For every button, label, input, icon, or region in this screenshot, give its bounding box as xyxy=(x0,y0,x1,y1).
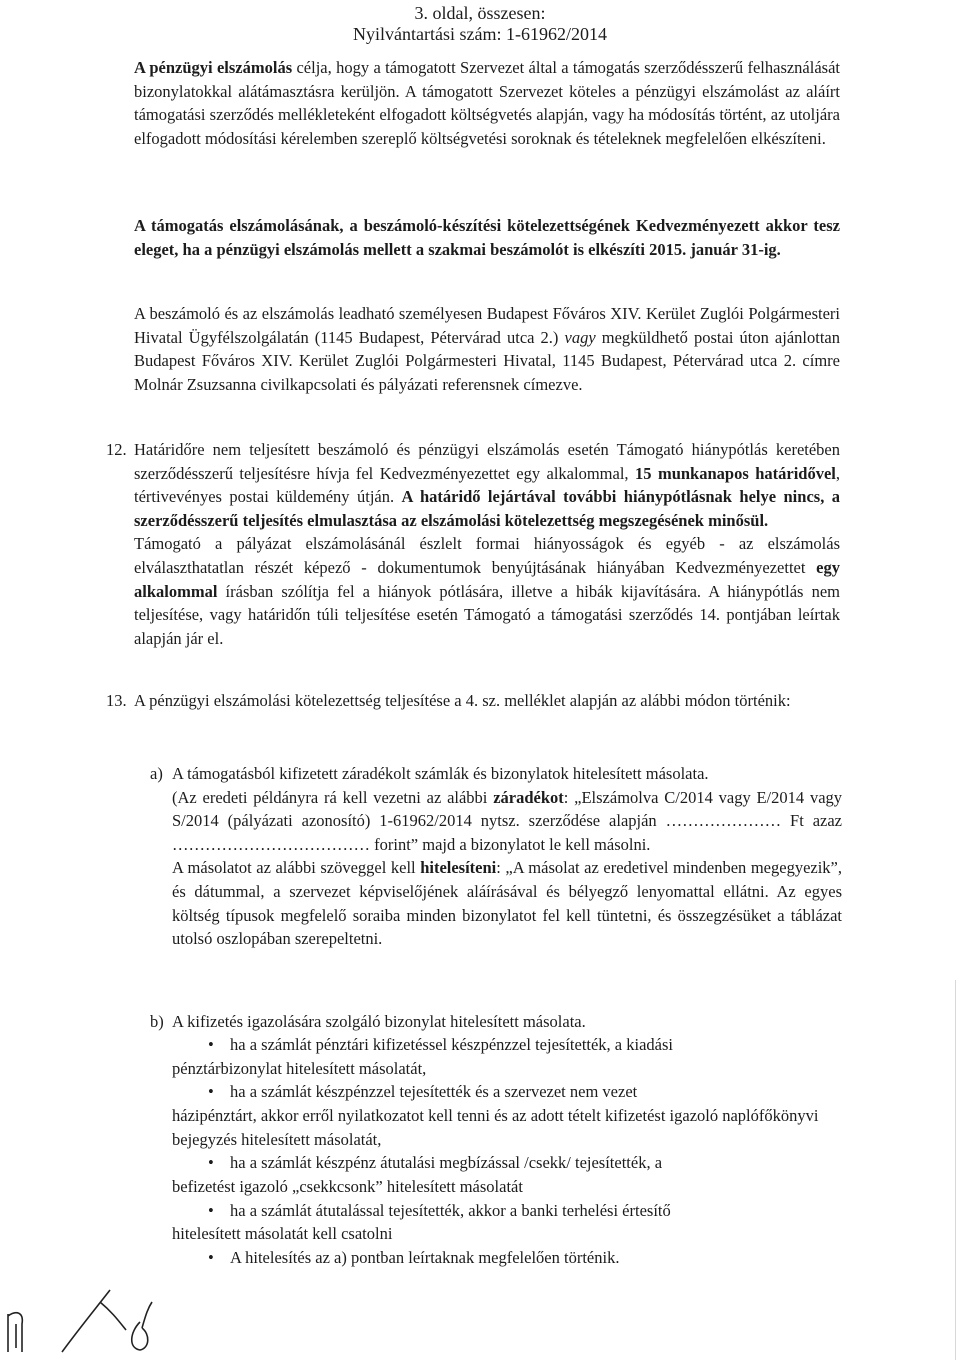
bold-lead: A pénzügyi elszámolás xyxy=(134,58,293,77)
scan-edge-line xyxy=(955,980,956,1360)
section-number-13: 13. xyxy=(106,691,127,710)
bullet-icon: • xyxy=(208,1035,214,1054)
bullet-continuation: befizetést igazoló „csekkcsonk” hitelesített másolatát xyxy=(172,1177,523,1196)
bullet-icon: • xyxy=(208,1248,214,1267)
bullet-item: • ha a számlát készpénzzel tejesítették és a szervezet nem vezet xyxy=(230,1080,842,1104)
bullet-item: • ha a számlát átutalással tejesítették, akkor a banki terhelési értesítő xyxy=(230,1199,842,1223)
handwritten-initials xyxy=(0,1250,160,1356)
section-12-text: Határidőre nem teljesített beszámoló és pénzügyi elszámolás esetén Támogató hiánypótlás keretében szerződésszerű teljesítésre hívja fel Kedvezményezettet egy alkalommal, 15 munkanapos határidővel, tértivevényes postai küldemény útján. A határidő lejártával további hiánypótlásnak helye nincs, a szerződésszerű teljesítés elmulasztása az elszámolási kötelezettség megszegésének minősül. Támogató a pályázat elszámolásánál észlelt formai hiányosságok és egyéb - az elszámolás elválaszthatatlan részét képező - dokumentumok benyújtásának hiányában Kedvezményezettet egy alkalommal írásban szólítja fel a hiányok pótlására, illetve a hibák kijavítására. A hiánypótlás nem teljesítése, vagy határidőn túli teljesítése esetén Támogató a támogatási szerződés 14. pontjában leírtak alapján jár el. xyxy=(134,440,840,648)
bullet-item: • A hitelesítés az a) pontban leírtaknak megfelelően történik. xyxy=(230,1246,842,1270)
section-13-text: A pénzügyi elszámolási kötelezettség teljesítése a 4. sz. melléklet alapján az alábbi módon történik: xyxy=(134,691,791,710)
bullet-item: • ha a számlát készpénz átutalási megbízással /csekk/ tejesítették, a xyxy=(230,1151,842,1175)
bullet-continuation: házipénztárt, akkor erről nyilatkozatot kell tenni és az adott tételt kifizetést igazoló naplófőkönyvi bejegyzés hitelesített másolatát, xyxy=(172,1106,819,1149)
bullet-item: • ha a számlát pénztári kifizetéssel készpénzzel tejesítették, a kiadási xyxy=(230,1033,842,1057)
item-b-text: A kifizetés igazolására szolgáló bizonylat hitelesített másolata. xyxy=(172,1012,586,1031)
page-number-header: 3. oldal, összesen: xyxy=(414,3,546,23)
bullet-icon: • xyxy=(208,1201,214,1220)
paragraph-submission: A beszámoló és az elszámolás leadható személyesen Budapest Főváros XIV. Kerület Zuglói Polgármesteri Hivatal Ügyfélszolgálatán (1145 Budapest, Pétervárad utca 2.) vagy megküldhető postai úton ajánlottan Budapest Főváros XIV. Kerület Zuglói Polgármesteri Hivatal, 1145 Budapest, Pétervárad utca 2. címre Molnár Zsuzsanna civilkapcsolati és pályázati referensnek címezve. xyxy=(134,304,840,394)
item-b-label: b) xyxy=(150,1012,164,1031)
section-number-12: 12. xyxy=(106,440,127,459)
paragraph-financial-settlement: A pénzügyi elszámolás célja, hogy a támogatott Szervezet által a támogatás szerződésszerű felhasználását bizonylatokkal alátámasztásra kerüljön. A támogatott Szervezet köteles a pénzügyi elszámolást az aláírt támogatási szerződés mellékleteként elfogadott költségvetés alapján, vagy ha módosítás történt, az utoljára elfogadott módosítási kérelemben szereplő költségvetési soroknak és tételeknek megfelelően elkészíteni. xyxy=(134,58,840,148)
bullet-icon: • xyxy=(208,1082,214,1101)
bullet-continuation: hitelesített másolatát kell csatolni xyxy=(172,1224,393,1243)
bullet-continuation: pénztárbizonylat hitelesített másolatát, xyxy=(172,1059,427,1078)
item-a-label: a) xyxy=(150,764,163,783)
paragraph-reporting-deadline: A támogatás elszámolásának, a beszámoló-készítési kötelezettségének Kedvezményezett akkor tesz eleget, ha a pénzügyi elszámolás mellett a szakmai beszámolót is elkészíti 2015. január 31-ig. xyxy=(134,216,840,259)
registry-number: Nyilvántartási szám: 1-61962/2014 xyxy=(353,24,607,44)
bullet-icon: • xyxy=(208,1153,214,1172)
item-a-text: A támogatásból kifizetett záradékolt számlák és bizonylatok hitelesített másolata. (Az eredeti példányra rá kell vezetni az alábbi záradékot: „Elszámolva C/2014 vagy E/2014 vagy S/2014 (pályázati azonosító) 1-61962/2014 nytsz. szerződése alapján ………………… Ft azaz ……………………………… forint” majd a bizonylatot le kell másolni. A másolatot az alábbi szöveggel kell hitelesíteni: „A másolat az eredetivel mindenben megegyezik”, és dátummal, a szervezet képviselőjének aláírásával és bélyegző lenyomattal ellátni. Az egyes költség típusok megfelelő soraiba minden bizonylatot fel kell tüntetni, és összegzésüket a táblázat utolsó oszlopában szerepeltetni. xyxy=(172,764,843,949)
